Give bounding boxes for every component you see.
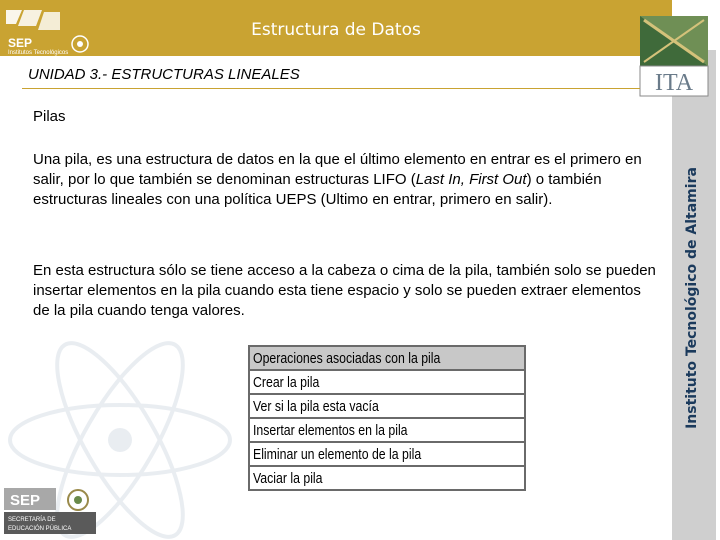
table-row	[249, 394, 525, 418]
sep-logo-text: SEP	[8, 36, 33, 50]
table-row	[249, 442, 525, 466]
table-cell: Eliminar un elemento de la pila	[249, 442, 525, 466]
divider	[22, 88, 640, 89]
paragraph-lifo-part2: ) o también estructuras lineales con una política UEPS (Ultimo en entrar, primero en salir).	[33, 171, 602, 208]
ita-shield-icon	[634, 12, 714, 98]
unit-title: UNIDAD 3.- ESTRUCTURAS LINEALES	[28, 66, 300, 83]
table-header-cell: Operaciones asociadas con la pila	[249, 346, 525, 370]
header-bar	[0, 0, 672, 56]
ita-logo-text: ITA	[654, 70, 694, 96]
table-cell: Insertar elementos en la pila	[249, 418, 525, 442]
sep-logo-subtext: Institutos Tecnológicos	[8, 50, 69, 56]
table-cell: Vaciar la pila	[249, 466, 525, 490]
table-cell: Ver si la pila esta vacía	[249, 394, 525, 418]
paragraph-lifo-part1: Una pila, es una estructura de datos en la que el último elemento en entrar es el primero en salir, por lo que también se denominan estructuras LIFO (	[33, 151, 642, 188]
sep-footer-text: SEP	[10, 492, 41, 509]
page-title: Estructura de Datos	[251, 20, 421, 40]
paragraph-access: En esta estructura sólo se tiene acceso a la cabeza o cima de la pila, también solo se pueden insertar elementos en la pila cuando esta tiene espacio y solo se pueden extraer elementos de la pila cuando tenga valores.	[33, 262, 656, 319]
sep-footer-subtext2: EDUCACIÓN PÚBLICA	[8, 526, 72, 532]
table-header-row	[249, 346, 525, 370]
section-heading: Pilas	[33, 108, 66, 125]
institute-name: Instituto Tecnológico de Altamira	[684, 167, 700, 429]
table-row	[249, 418, 525, 442]
table-row	[249, 466, 525, 490]
sep-footer-subtext1: SECRETARÍA DE	[8, 517, 56, 523]
ita-logo	[634, 12, 714, 98]
sep-footer-logo	[4, 488, 96, 534]
table-cell: Crear la pila	[249, 370, 525, 394]
paragraph-lifo	[33, 150, 657, 210]
table-row	[249, 370, 525, 394]
sep-footer-emblem-icon	[4, 488, 96, 534]
operations-table	[248, 345, 526, 491]
paragraph-lifo-italic: Last In, First Out	[415, 171, 527, 188]
